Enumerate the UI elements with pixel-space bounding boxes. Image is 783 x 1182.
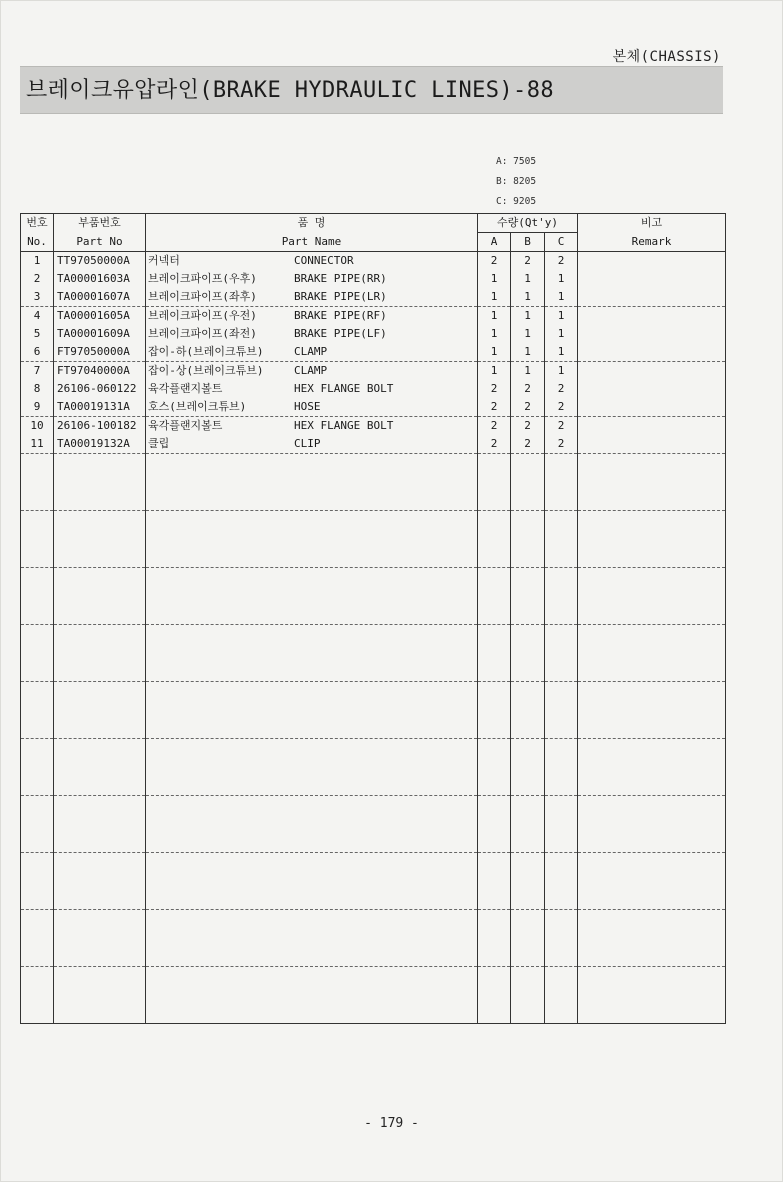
row-part-number: TA00001603A — [54, 270, 146, 288]
row-qty-b: 2 — [511, 398, 545, 417]
row-qty-b: 2 — [511, 380, 545, 398]
row-part-name-en: BRAKE PIPE(RF) — [294, 309, 387, 322]
blank-row — [21, 739, 726, 796]
row-qty-a: 2 — [478, 417, 511, 436]
header-no-en: No. — [21, 233, 54, 252]
row-number: 3 — [21, 288, 54, 307]
blank-row — [21, 967, 726, 1024]
row-qty-c: 2 — [545, 435, 578, 454]
row-part-name-ko: 육각플랜지볼트 — [148, 382, 223, 395]
row-part-name-ko: 브레이크파이프(좌전) — [148, 327, 257, 340]
row-qty-a: 1 — [478, 307, 511, 326]
row-part-name — [146, 270, 478, 288]
row-remark — [578, 288, 726, 307]
header-name-ko: 품 명 — [146, 214, 478, 233]
row-part-name — [146, 435, 478, 454]
row-number: 4 — [21, 307, 54, 326]
blank-row — [21, 454, 726, 511]
table-row — [21, 343, 726, 362]
table-row — [21, 435, 726, 454]
row-number: 11 — [21, 435, 54, 454]
row-remark — [578, 307, 726, 326]
row-remark — [578, 362, 726, 381]
blank-row — [21, 511, 726, 568]
blank-row — [21, 568, 726, 625]
header-part-no-en: Part No — [54, 233, 146, 252]
row-qty-b: 2 — [511, 435, 545, 454]
row-remark — [578, 435, 726, 454]
row-number: 8 — [21, 380, 54, 398]
table-row — [21, 270, 726, 288]
row-qty-c: 2 — [545, 417, 578, 436]
row-part-name — [146, 380, 478, 398]
header-part-no-ko: 부품번호 — [54, 214, 146, 233]
blank-row — [21, 625, 726, 682]
row-part-name — [146, 307, 478, 326]
legend-b: B: 8205 — [496, 176, 537, 187]
blank-row — [21, 853, 726, 910]
header-remark-ko: 비고 — [578, 214, 726, 233]
row-qty-a: 1 — [478, 270, 511, 288]
row-part-name-ko: 브레이크파이프(우전) — [148, 309, 257, 322]
blank-row — [21, 910, 726, 967]
row-number: 9 — [21, 398, 54, 417]
row-qty-b: 2 — [511, 252, 545, 271]
row-remark — [578, 417, 726, 436]
row-part-name — [146, 362, 478, 381]
row-qty-a: 2 — [478, 435, 511, 454]
row-part-name — [146, 325, 478, 343]
row-qty-c: 2 — [545, 380, 578, 398]
row-part-number: TA00001609A — [54, 325, 146, 343]
row-qty-b: 1 — [511, 307, 545, 326]
blank-row — [21, 682, 726, 739]
row-remark — [578, 270, 726, 288]
section-label: 본체(CHASSIS) — [612, 49, 721, 65]
table-row — [21, 252, 726, 271]
row-remark — [578, 380, 726, 398]
header-qty-b: B — [511, 233, 545, 252]
row-remark — [578, 252, 726, 271]
header-qty-a: A — [478, 233, 511, 252]
row-part-number: 26106-060122 — [54, 380, 146, 398]
row-qty-c: 2 — [545, 252, 578, 271]
table-row — [21, 398, 726, 417]
row-number: 10 — [21, 417, 54, 436]
row-part-name-ko: 커넥터 — [148, 254, 180, 267]
row-qty-b: 1 — [511, 288, 545, 307]
row-number: 6 — [21, 343, 54, 362]
legend-a: A: 7505 — [496, 156, 537, 167]
row-remark — [578, 343, 726, 362]
row-qty-a: 1 — [478, 343, 511, 362]
row-qty-c: 2 — [545, 398, 578, 417]
row-part-name-en: CLAMP — [294, 364, 328, 377]
row-part-name-ko: 브레이크파이프(우후) — [148, 272, 257, 285]
page-title: 브레이크유압라인(BRAKE HYDRAULIC LINES)-88 — [26, 78, 554, 103]
row-part-name-en: BRAKE PIPE(RR) — [294, 272, 387, 285]
row-part-name-en: BRAKE PIPE(LR) — [294, 290, 387, 303]
row-qty-b: 1 — [511, 270, 545, 288]
row-part-number: TA00001605A — [54, 307, 146, 326]
row-part-name-ko: 호스(브레이크튜브) — [148, 400, 247, 413]
row-part-number: 26106-100182 — [54, 417, 146, 436]
parts-table — [20, 213, 726, 1024]
blank-row — [21, 796, 726, 853]
row-number: 5 — [21, 325, 54, 343]
row-part-name-en: HEX FLANGE BOLT — [294, 382, 394, 395]
header-qty-c: C — [545, 233, 578, 252]
row-part-number: FT97050000A — [54, 343, 146, 362]
row-part-name-ko: 잡이-하(브레이크튜브) — [148, 345, 264, 358]
row-qty-a: 2 — [478, 380, 511, 398]
row-qty-c: 1 — [545, 325, 578, 343]
row-number: 2 — [21, 270, 54, 288]
row-part-name-ko: 육각플랜지볼트 — [148, 419, 223, 432]
header-no-ko: 번호 — [21, 214, 54, 233]
row-qty-a: 2 — [478, 398, 511, 417]
row-qty-c: 1 — [545, 270, 578, 288]
row-qty-c: 1 — [545, 343, 578, 362]
row-part-name — [146, 343, 478, 362]
row-remark — [578, 398, 726, 417]
row-part-name — [146, 417, 478, 436]
row-qty-b: 1 — [511, 362, 545, 381]
table-row — [21, 307, 726, 326]
row-part-name-ko: 잡이-상(브레이크튜브) — [148, 364, 264, 377]
row-qty-b: 2 — [511, 417, 545, 436]
table-row — [21, 325, 726, 343]
row-part-name — [146, 398, 478, 417]
table-row — [21, 417, 726, 436]
row-qty-c: 1 — [545, 307, 578, 326]
row-qty-a: 1 — [478, 362, 511, 381]
row-part-number: TA00001607A — [54, 288, 146, 307]
row-qty-c: 1 — [545, 288, 578, 307]
row-part-name — [146, 252, 478, 271]
title-bar — [20, 66, 723, 114]
header-name-en: Part Name — [146, 233, 478, 252]
row-part-name-ko: 클립 — [148, 437, 170, 450]
row-part-name-en: CLAMP — [294, 345, 328, 358]
header-qty: 수량(Qt'y) — [478, 214, 578, 233]
parts-rows — [21, 252, 726, 1024]
row-part-name-en: CLIP — [294, 437, 321, 450]
row-number: 1 — [21, 252, 54, 271]
table-row — [21, 380, 726, 398]
row-remark — [578, 325, 726, 343]
row-qty-a: 1 — [478, 288, 511, 307]
row-part-name-en: CONNECTOR — [294, 254, 354, 267]
row-qty-b: 1 — [511, 343, 545, 362]
header-remark-en: Remark — [578, 233, 726, 252]
row-part-number: TA00019132A — [54, 435, 146, 454]
row-part-name — [146, 288, 478, 307]
row-number: 7 — [21, 362, 54, 381]
row-qty-a: 1 — [478, 325, 511, 343]
row-part-number: TT97050000A — [54, 252, 146, 271]
row-part-number: FT97040000A — [54, 362, 146, 381]
row-qty-c: 1 — [545, 362, 578, 381]
row-part-number: TA00019131A — [54, 398, 146, 417]
row-part-name-ko: 브레이크파이프(좌후) — [148, 290, 257, 303]
row-part-name-en: BRAKE PIPE(LF) — [294, 327, 387, 340]
row-part-name-en: HOSE — [294, 400, 321, 413]
row-qty-b: 1 — [511, 325, 545, 343]
table-row — [21, 288, 726, 307]
row-part-name-en: HEX FLANGE BOLT — [294, 419, 394, 432]
page-number: - 179 - — [364, 1116, 419, 1131]
row-qty-a: 2 — [478, 252, 511, 271]
table-row — [21, 362, 726, 381]
legend-c: C: 9205 — [496, 196, 537, 207]
